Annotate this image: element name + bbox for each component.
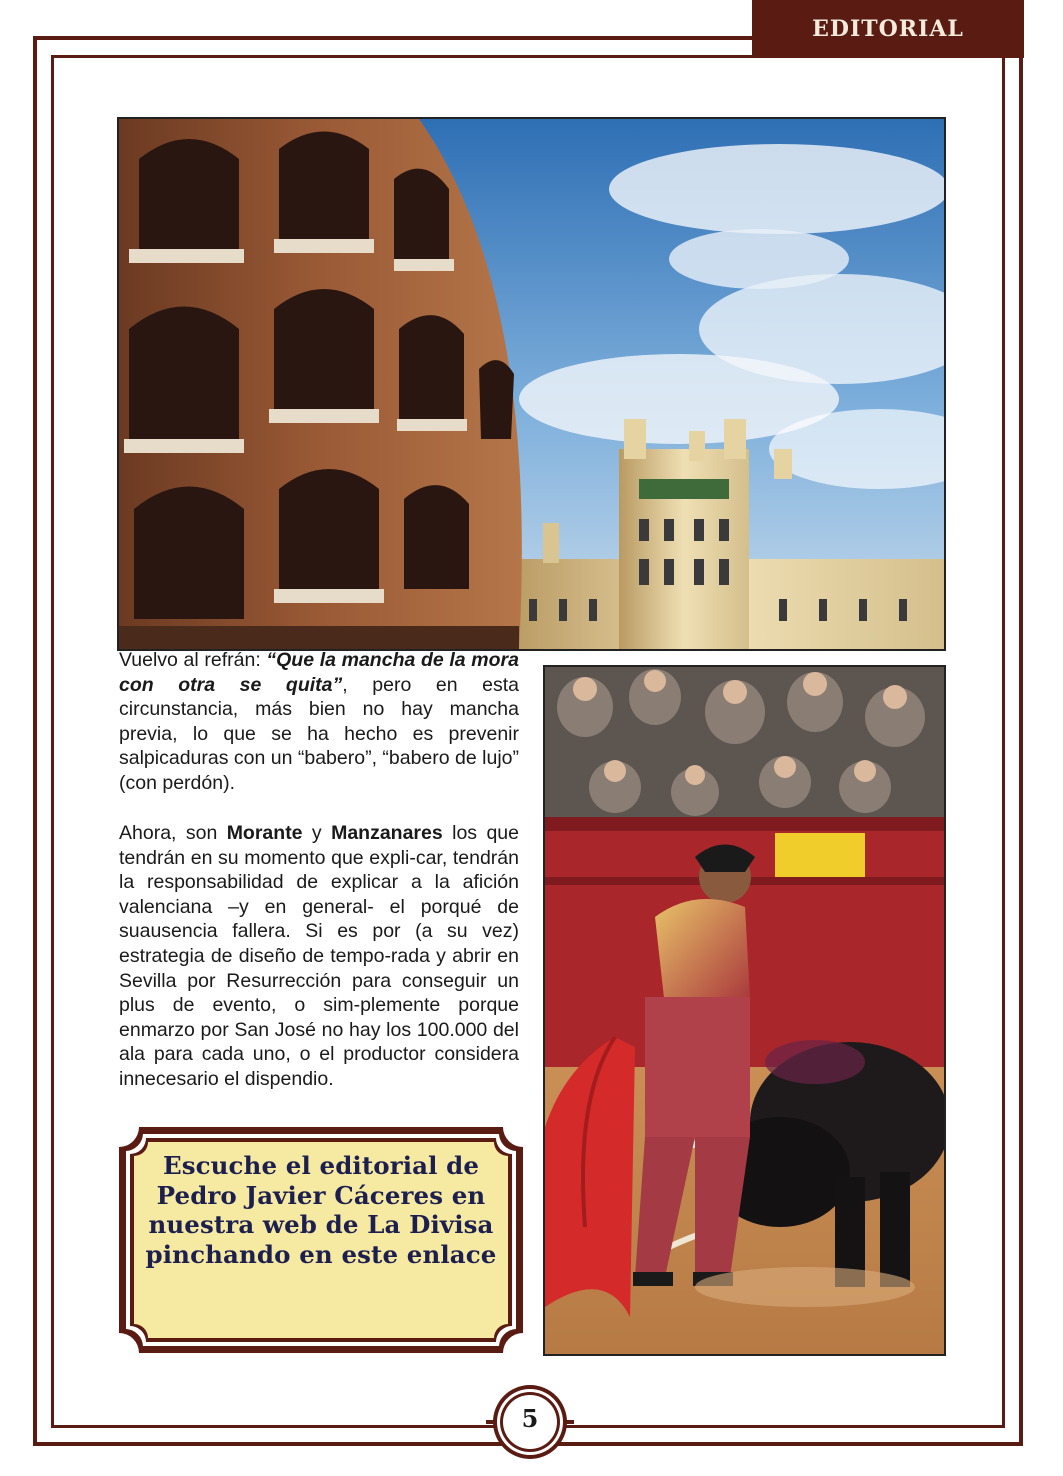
callout-link-text[interactable]: Escuche el editorial de Pedro Javier Cáceres en nuestra web de La Divisa pinchando en este enlace [145, 1151, 497, 1269]
matador-photo [543, 665, 946, 1356]
article-paragraph-1 [119, 648, 519, 796]
paragraph-2-a: Ahora, son [119, 822, 227, 844]
name-manzanares: Manzanares [331, 822, 443, 844]
paragraph-2-b: y [302, 822, 332, 844]
section-label: EDITORIAL [752, 0, 1024, 58]
bullring-photo [117, 117, 946, 651]
proverb-quote: “Que la mancha de la mora con otra se quita” [119, 649, 519, 696]
page-number: 5 [521, 1404, 539, 1433]
audio-editorial-link-box[interactable] [117, 1125, 525, 1355]
name-morante: Morante [226, 822, 303, 844]
paragraph-2-c: los que tendrán en su momento que expli-car, tendrán la responsabilidad de explicar a la afición valenciana –y en general- el porqué de suausencia fallera. Si es por (a su vez) estrategia de diseño de tempo-rada y abrir en Sevilla por Resurrección para conseguir un plus de evento, o sim-plemente porque enmarzo por San José no hay los 100.000 del ala para cada uno, o el productor considera innecesario el dispendio. [119, 822, 519, 1090]
article-paragraph-2 [119, 821, 519, 1092]
paragraph-rest: , pero en esta circunstancia, más bien no hay mancha previa, lo que se ha hecho es prevenir salpicaduras con un “babero”, “babero de lujo” (con perdón). [119, 673, 519, 794]
paragraph-lead: Vuelvo al refrán: [119, 649, 267, 671]
